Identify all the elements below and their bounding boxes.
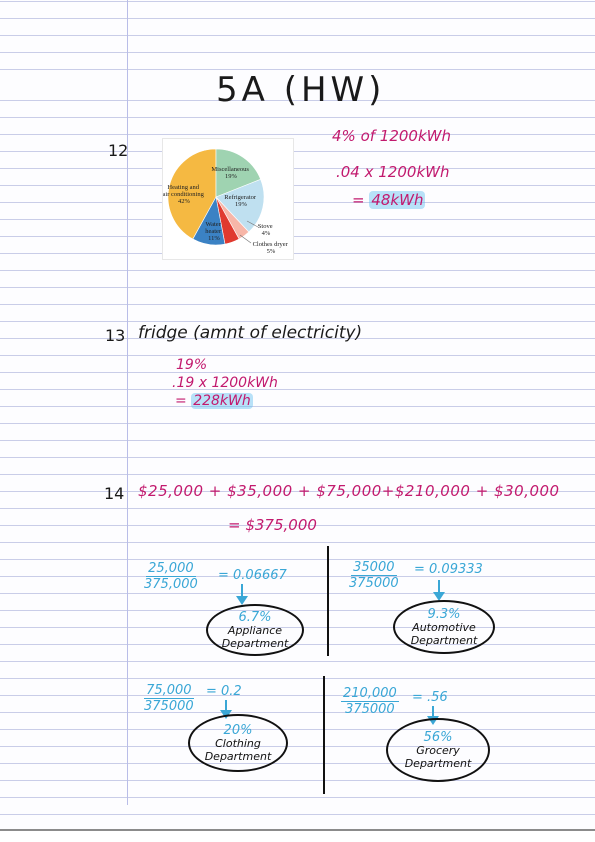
dept-grocery-ellipse [386, 718, 490, 782]
q12-step-1: 4% of 1200kWh [332, 127, 451, 145]
result-grocery: = .56 [412, 690, 448, 705]
fraction-grocery-numerator: 210,000 [343, 686, 397, 701]
q14-total: = $375,000 [228, 516, 317, 534]
fraction-clothing-numerator: 75,000 [146, 683, 192, 698]
arrow-down-icon [433, 580, 445, 602]
dept-clothing-ellipse [188, 714, 288, 772]
q13-heading: fridge (amnt of electricity) [138, 323, 363, 343]
question-13-number: 13 [105, 326, 126, 345]
fraction-appliance-denominator: 375,000 [144, 577, 198, 592]
dept-automotive-line1: Automotive [412, 620, 476, 634]
label-clothes-dryer: Clothes dryer 5% [252, 241, 288, 255]
label-stove: Stove 4% [257, 223, 273, 237]
percent-appliance: 6.7% [238, 609, 272, 625]
percent-automotive: 9.3% [427, 606, 461, 622]
fraction-automotive [347, 560, 401, 591]
result-clothing: = 0.2 [206, 684, 242, 699]
dept-clothing-line1: Clothing [215, 736, 261, 750]
fraction-grocery [341, 686, 399, 717]
leader-clothes-dryer [240, 235, 251, 243]
dept-grocery-line1: Grocery [416, 743, 460, 757]
question-12-number: 12 [108, 141, 129, 160]
fraction-automotive-numerator: 35000 [353, 560, 395, 575]
pie-chart-svg [163, 139, 293, 259]
fraction-automotive-denominator: 375000 [349, 576, 399, 591]
q13-answer-highlight: 228kWh [193, 393, 251, 409]
dept-grocery-line2: Department [404, 756, 472, 770]
dept-appliance-line2: Department [221, 636, 289, 650]
arrow-down-icon [236, 584, 248, 606]
dept-appliance-ellipse [206, 604, 304, 656]
label-heating: Heating and air conditioning 42% [163, 184, 204, 205]
q13-answer: = 228kWh [175, 393, 251, 409]
divider-bottom [323, 676, 325, 794]
fraction-appliance [142, 561, 200, 592]
fraction-clothing-denominator: 375000 [144, 699, 194, 714]
fraction-appliance-numerator: 25,000 [148, 561, 194, 576]
q13-step-2: .19 x 1200kWh [172, 375, 278, 391]
q12-step-2: .04 x 1200kWh [336, 163, 450, 181]
fraction-grocery-denominator: 375000 [345, 702, 395, 717]
dept-clothing-line2: Department [204, 749, 272, 763]
page-bottom-bar [0, 829, 595, 831]
dept-automotive-line2: Department [410, 633, 478, 647]
q12-answer-highlight: 48kWh [371, 191, 424, 209]
percent-clothing: 20% [223, 722, 253, 738]
page-title: 5A (HW) [216, 70, 386, 110]
q13-step-1: 19% [176, 357, 208, 373]
q12-answer: = 48kWh [352, 191, 424, 209]
divider-top [327, 546, 329, 656]
percent-grocery: 56% [423, 729, 453, 745]
label-refrigerator: Refrigerator 19% [224, 194, 257, 208]
dept-appliance-line1: Appliance [227, 623, 283, 637]
dept-automotive-ellipse [393, 600, 495, 654]
result-automotive: = 0.09333 [414, 562, 483, 577]
result-appliance: = 0.06667 [218, 568, 287, 583]
pie-chart [162, 138, 294, 260]
label-miscellaneous: Miscellaneous 19% [211, 166, 249, 180]
question-14-number: 14 [104, 484, 125, 503]
q14-sum-line: $25,000 + $35,000 + $75,000+$210,000 + $30,000 [138, 482, 560, 500]
margin-line [127, 0, 128, 805]
label-water-heater: Water heater 11% [205, 221, 222, 242]
fraction-clothing [142, 683, 196, 714]
